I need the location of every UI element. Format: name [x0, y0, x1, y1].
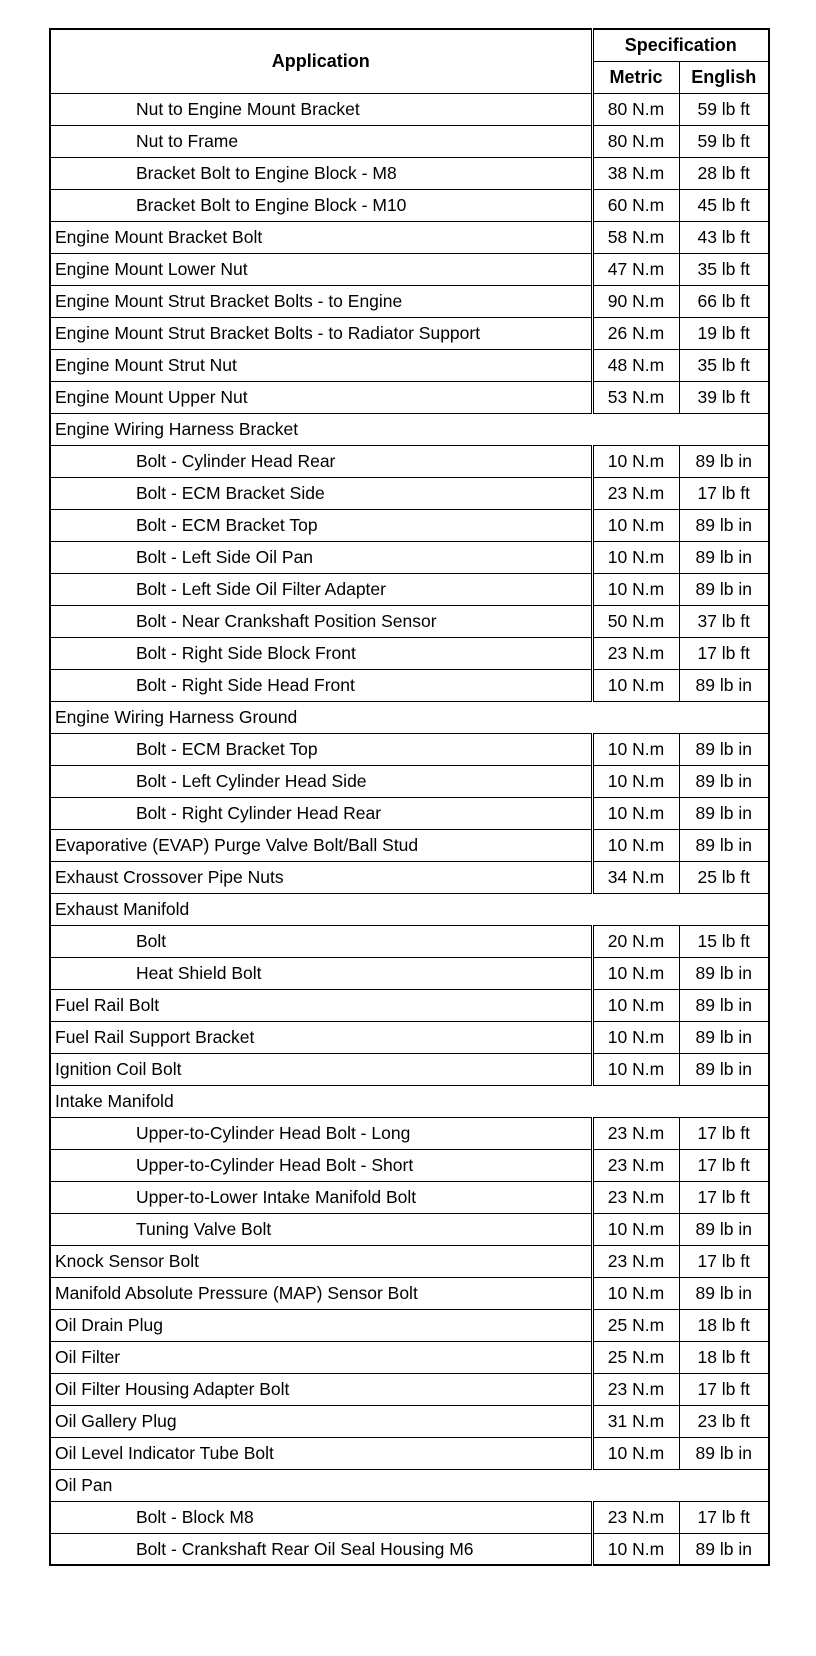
english-cell: 39 lb ft	[679, 381, 769, 413]
table-group-row	[50, 1469, 769, 1501]
table-group-row	[50, 1085, 769, 1117]
application-cell: Fuel Rail Bolt	[50, 989, 592, 1021]
english-cell: 43 lb ft	[679, 221, 769, 253]
group-label: Exhaust Manifold	[50, 893, 769, 925]
application-cell: Oil Gallery Plug	[50, 1405, 592, 1437]
application-cell: Bracket Bolt to Engine Block - M10	[50, 189, 592, 221]
metric-cell: 10 N.m	[592, 829, 679, 861]
english-cell: 45 lb ft	[679, 189, 769, 221]
table-row	[50, 1213, 769, 1245]
metric-cell: 10 N.m	[592, 1277, 679, 1309]
application-cell: Nut to Frame	[50, 125, 592, 157]
header-application: Application	[50, 29, 592, 93]
metric-cell: 10 N.m	[592, 1437, 679, 1469]
table-row	[50, 1437, 769, 1469]
application-cell: Manifold Absolute Pressure (MAP) Sensor Bolt	[50, 1277, 592, 1309]
table-row	[50, 93, 769, 125]
english-cell: 89 lb in	[679, 829, 769, 861]
table-row	[50, 1309, 769, 1341]
application-cell: Upper-to-Lower Intake Manifold Bolt	[50, 1181, 592, 1213]
application-cell: Bolt - Crankshaft Rear Oil Seal Housing M6	[50, 1533, 592, 1565]
metric-cell: 10 N.m	[592, 573, 679, 605]
table-row	[50, 829, 769, 861]
metric-cell: 34 N.m	[592, 861, 679, 893]
table-row	[50, 541, 769, 573]
english-cell: 17 lb ft	[679, 1149, 769, 1181]
metric-cell: 48 N.m	[592, 349, 679, 381]
english-cell: 35 lb ft	[679, 349, 769, 381]
english-cell: 89 lb in	[679, 669, 769, 701]
table-row	[50, 349, 769, 381]
table-row	[50, 637, 769, 669]
application-cell: Upper-to-Cylinder Head Bolt - Long	[50, 1117, 592, 1149]
application-cell: Bracket Bolt to Engine Block - M8	[50, 157, 592, 189]
metric-cell: 47 N.m	[592, 253, 679, 285]
english-cell: 89 lb in	[679, 1021, 769, 1053]
metric-cell: 10 N.m	[592, 989, 679, 1021]
english-cell: 17 lb ft	[679, 1373, 769, 1405]
table-row	[50, 509, 769, 541]
table-group-row	[50, 893, 769, 925]
table-row	[50, 1373, 769, 1405]
english-cell: 89 lb in	[679, 765, 769, 797]
table-row	[50, 285, 769, 317]
english-cell: 89 lb in	[679, 989, 769, 1021]
english-cell: 25 lb ft	[679, 861, 769, 893]
table-row	[50, 765, 769, 797]
table-row	[50, 573, 769, 605]
header-metric: Metric	[592, 61, 679, 93]
application-cell: Bolt - Block M8	[50, 1501, 592, 1533]
metric-cell: 23 N.m	[592, 1245, 679, 1277]
application-cell: Engine Mount Lower Nut	[50, 253, 592, 285]
metric-cell: 10 N.m	[592, 765, 679, 797]
english-cell: 17 lb ft	[679, 1181, 769, 1213]
application-cell: Bolt - Left Side Oil Filter Adapter	[50, 573, 592, 605]
english-cell: 89 lb in	[679, 541, 769, 573]
table-row	[50, 1277, 769, 1309]
application-cell: Engine Mount Upper Nut	[50, 381, 592, 413]
table-body	[50, 93, 769, 1565]
english-cell: 35 lb ft	[679, 253, 769, 285]
table-row	[50, 477, 769, 509]
table-row	[50, 1245, 769, 1277]
table-row	[50, 861, 769, 893]
metric-cell: 20 N.m	[592, 925, 679, 957]
metric-cell: 31 N.m	[592, 1405, 679, 1437]
metric-cell: 38 N.m	[592, 157, 679, 189]
table-header	[50, 29, 769, 93]
english-cell: 17 lb ft	[679, 1117, 769, 1149]
table-row	[50, 1149, 769, 1181]
metric-cell: 53 N.m	[592, 381, 679, 413]
table-row	[50, 253, 769, 285]
english-cell: 37 lb ft	[679, 605, 769, 637]
application-cell: Oil Level Indicator Tube Bolt	[50, 1437, 592, 1469]
application-cell: Bolt - ECM Bracket Top	[50, 733, 592, 765]
table-row	[50, 157, 769, 189]
english-cell: 89 lb in	[679, 1277, 769, 1309]
application-cell: Heat Shield Bolt	[50, 957, 592, 989]
metric-cell: 10 N.m	[592, 445, 679, 477]
table-row	[50, 1341, 769, 1373]
metric-cell: 80 N.m	[592, 93, 679, 125]
english-cell: 89 lb in	[679, 445, 769, 477]
table-row	[50, 445, 769, 477]
metric-cell: 23 N.m	[592, 1373, 679, 1405]
application-cell: Engine Mount Strut Nut	[50, 349, 592, 381]
metric-cell: 10 N.m	[592, 797, 679, 829]
metric-cell: 10 N.m	[592, 541, 679, 573]
english-cell: 17 lb ft	[679, 477, 769, 509]
english-cell: 17 lb ft	[679, 637, 769, 669]
group-label: Intake Manifold	[50, 1085, 769, 1117]
metric-cell: 10 N.m	[592, 1053, 679, 1085]
table-row	[50, 925, 769, 957]
application-cell: Oil Filter Housing Adapter Bolt	[50, 1373, 592, 1405]
metric-cell: 23 N.m	[592, 477, 679, 509]
english-cell: 15 lb ft	[679, 925, 769, 957]
metric-cell: 50 N.m	[592, 605, 679, 637]
table-row	[50, 1533, 769, 1565]
application-cell: Bolt - ECM Bracket Top	[50, 509, 592, 541]
metric-cell: 10 N.m	[592, 733, 679, 765]
metric-cell: 10 N.m	[592, 1533, 679, 1565]
metric-cell: 23 N.m	[592, 1149, 679, 1181]
english-cell: 89 lb in	[679, 733, 769, 765]
application-cell: Oil Filter	[50, 1341, 592, 1373]
application-cell: Bolt - Right Cylinder Head Rear	[50, 797, 592, 829]
metric-cell: 23 N.m	[592, 637, 679, 669]
metric-cell: 23 N.m	[592, 1117, 679, 1149]
group-label: Engine Wiring Harness Bracket	[50, 413, 769, 445]
application-cell: Nut to Engine Mount Bracket	[50, 93, 592, 125]
application-cell: Bolt - Near Crankshaft Position Sensor	[50, 605, 592, 637]
application-cell: Bolt - Left Cylinder Head Side	[50, 765, 592, 797]
table-group-row	[50, 413, 769, 445]
metric-cell: 10 N.m	[592, 1021, 679, 1053]
application-cell: Bolt - Right Side Block Front	[50, 637, 592, 669]
table-row	[50, 1181, 769, 1213]
header-row-top	[50, 29, 769, 61]
metric-cell: 10 N.m	[592, 1213, 679, 1245]
metric-cell: 23 N.m	[592, 1501, 679, 1533]
metric-cell: 60 N.m	[592, 189, 679, 221]
header-english: English	[679, 61, 769, 93]
application-cell: Engine Mount Bracket Bolt	[50, 221, 592, 253]
table-row	[50, 381, 769, 413]
english-cell: 89 lb in	[679, 1437, 769, 1469]
english-cell: 17 lb ft	[679, 1245, 769, 1277]
table-row	[50, 1501, 769, 1533]
table-row	[50, 733, 769, 765]
table-row	[50, 1405, 769, 1437]
english-cell: 89 lb in	[679, 797, 769, 829]
table-row	[50, 989, 769, 1021]
english-cell: 19 lb ft	[679, 317, 769, 349]
metric-cell: 10 N.m	[592, 957, 679, 989]
metric-cell: 23 N.m	[592, 1181, 679, 1213]
metric-cell: 80 N.m	[592, 125, 679, 157]
english-cell: 89 lb in	[679, 957, 769, 989]
english-cell: 18 lb ft	[679, 1309, 769, 1341]
table-row	[50, 317, 769, 349]
table-row	[50, 797, 769, 829]
english-cell: 89 lb in	[679, 1053, 769, 1085]
application-cell: Engine Mount Strut Bracket Bolts - to Engine	[50, 285, 592, 317]
metric-cell: 90 N.m	[592, 285, 679, 317]
english-cell: 17 lb ft	[679, 1501, 769, 1533]
english-cell: 89 lb in	[679, 1533, 769, 1565]
application-cell: Bolt - Left Side Oil Pan	[50, 541, 592, 573]
metric-cell: 25 N.m	[592, 1341, 679, 1373]
metric-cell: 25 N.m	[592, 1309, 679, 1341]
table-row	[50, 957, 769, 989]
header-specification: Specification	[592, 29, 769, 61]
application-cell: Bolt - Cylinder Head Rear	[50, 445, 592, 477]
table-row	[50, 125, 769, 157]
application-cell: Engine Mount Strut Bracket Bolts - to Radiator Support	[50, 317, 592, 349]
english-cell: 66 lb ft	[679, 285, 769, 317]
torque-spec-table	[49, 28, 770, 1566]
application-cell: Ignition Coil Bolt	[50, 1053, 592, 1085]
application-cell: Tuning Valve Bolt	[50, 1213, 592, 1245]
application-cell: Fuel Rail Support Bracket	[50, 1021, 592, 1053]
application-cell: Bolt - Right Side Head Front	[50, 669, 592, 701]
english-cell: 89 lb in	[679, 573, 769, 605]
group-label: Oil Pan	[50, 1469, 769, 1501]
english-cell: 89 lb in	[679, 509, 769, 541]
application-cell: Oil Drain Plug	[50, 1309, 592, 1341]
table-row	[50, 1117, 769, 1149]
application-cell: Knock Sensor Bolt	[50, 1245, 592, 1277]
metric-cell: 10 N.m	[592, 669, 679, 701]
application-cell: Bolt	[50, 925, 592, 957]
table-group-row	[50, 701, 769, 733]
application-cell: Bolt - ECM Bracket Side	[50, 477, 592, 509]
table-row	[50, 221, 769, 253]
application-cell: Upper-to-Cylinder Head Bolt - Short	[50, 1149, 592, 1181]
application-cell: Evaporative (EVAP) Purge Valve Bolt/Ball Stud	[50, 829, 592, 861]
english-cell: 28 lb ft	[679, 157, 769, 189]
english-cell: 89 lb in	[679, 1213, 769, 1245]
metric-cell: 10 N.m	[592, 509, 679, 541]
table-row	[50, 669, 769, 701]
group-label: Engine Wiring Harness Ground	[50, 701, 769, 733]
metric-cell: 26 N.m	[592, 317, 679, 349]
table-row	[50, 1021, 769, 1053]
english-cell: 23 lb ft	[679, 1405, 769, 1437]
table-row	[50, 605, 769, 637]
english-cell: 59 lb ft	[679, 93, 769, 125]
english-cell: 18 lb ft	[679, 1341, 769, 1373]
metric-cell: 58 N.m	[592, 221, 679, 253]
application-cell: Exhaust Crossover Pipe Nuts	[50, 861, 592, 893]
english-cell: 59 lb ft	[679, 125, 769, 157]
table-row	[50, 1053, 769, 1085]
table-row	[50, 189, 769, 221]
